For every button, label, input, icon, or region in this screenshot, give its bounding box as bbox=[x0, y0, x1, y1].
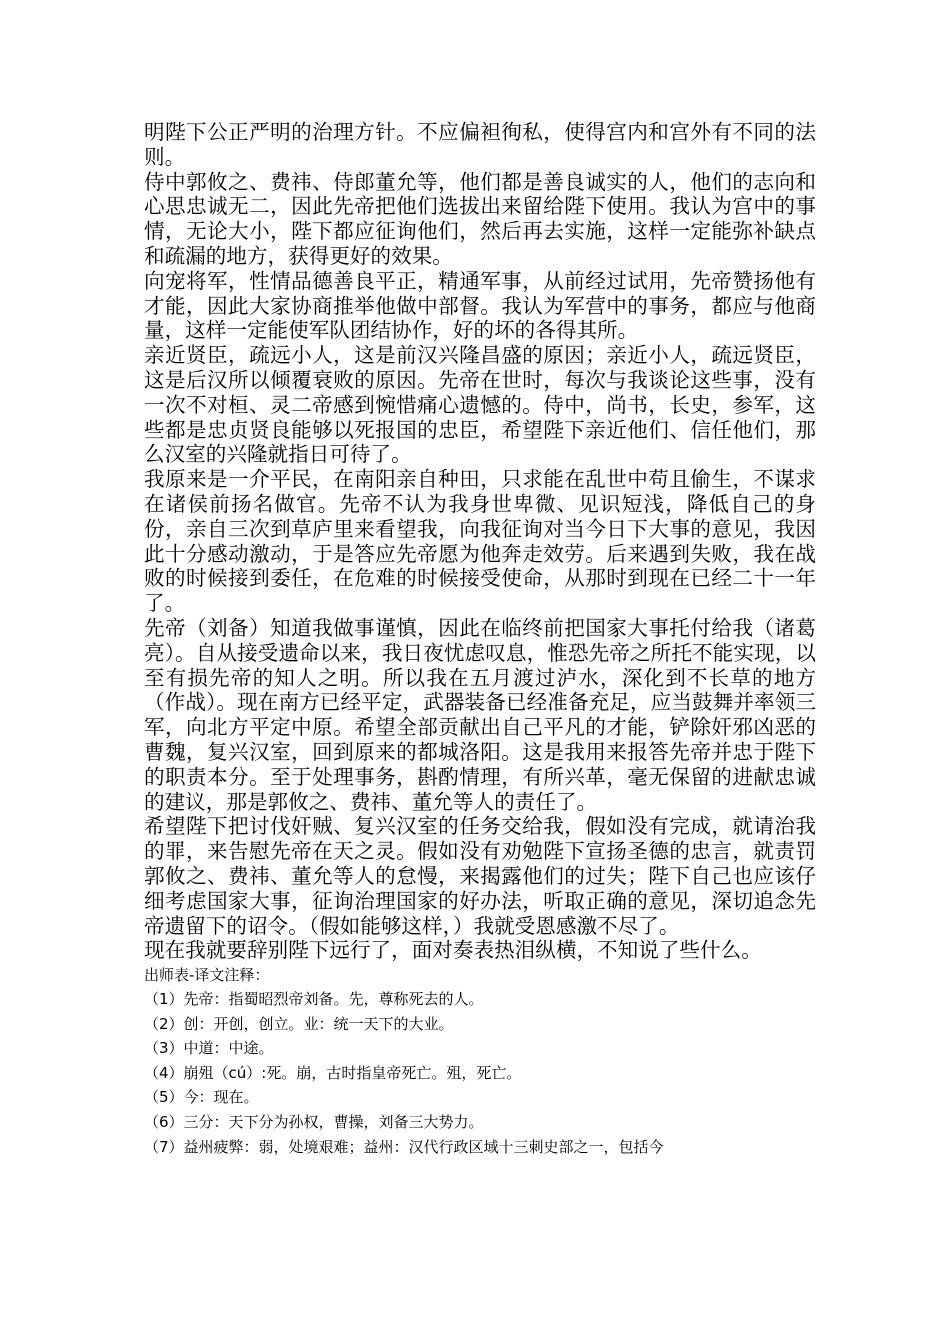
document-page bbox=[144, 120, 816, 1159]
note-item: （4）崩殂（cú）:死。崩，古时指皇帝死亡。殂，死亡。 bbox=[144, 1063, 522, 1082]
note-item: （1）先帝：指蜀昭烈帝刘备。先，尊称死去的人。 bbox=[144, 990, 484, 1009]
paragraph-humble-origins: 我原来是一介平民，在南阳亲自种田，只求能在乱世中苟且偷生，不谋求在诸侯前扬名做官。先帝不认为我身世卑微、见识短浅，降低自己的身份，亲自三次到草庐里来看望我，向我征询对当今日下大事的意见，我因此十分感动激动，于是答应先帝愿为他奔走效劳。后来遇到失败，我在战败的时候接到委任，在危难的时候接受使命，从那时到现在已经二十一年了。 bbox=[144, 467, 816, 616]
note-item: （5）今：现在。 bbox=[144, 1088, 259, 1107]
paragraph-court-officials: 侍中郭攸之、费祎、侍郎董允等，他们都是善良诚实的人，他们的志向和心思忠诚无二，因此先帝把他们选拔出来留给陛下使用。我认为宫中的事情，无论大小，陛下都应征询他们，然后再去实施，这样一定能弥补缺点和疏漏的地方，获得更好的效果。 bbox=[144, 169, 816, 268]
paragraph-hope-for-majesty: 希望陛下把讨伐奸贼、复兴汉室的任务交给我，假如没有完成，就请治我的罪，来告慰先帝在天之灵。假如没有劝勉陛下宣扬圣德的忠言，就责罚郭攸之、费祎、董允等人的怠慢，来揭露他们的过失；陛下自己也应该仔细考虑国家大事，征询治理国家的好办法，听取正确的意见，深切追念先帝遗留下的诏令。（假如能够这样，）我就受恩感激不尽了。 bbox=[144, 814, 816, 938]
note-item: （2）创：开创，创立。业：统一天下的大业。 bbox=[144, 1014, 454, 1033]
note-item: （6）三分：天下分为孙权，曹操，刘备三大势力。 bbox=[144, 1113, 484, 1132]
paragraph-virtuous-ministers: 亲近贤臣，疏远小人，这是前汉兴隆昌盛的原因；亲近小人，疏远贤臣，这是后汉所以倾覆衰败的原因。先帝在世时，每次与我谈论这些事，没有一次不对桓、灵二帝感到惋惜痛心遗憾的。侍中，尚书，长史，参军，这些都是忠贞贤良能够以死报国的忠臣，希望陛下亲近他们、信任他们，那么汉室的兴隆就指日可待了。 bbox=[144, 343, 816, 467]
paragraph-late-emperor-trust: 先帝（刘备）知道我做事谨慎，因此在临终前把国家大事托付给我（诸葛亮）。自从接受遗命以来，我日夜忧虑叹息，惟恐先帝之所托不能实现，以至有损先帝的知人之明。所以我在五月渡过泸水，深化到不长草的地方（作战）。现在南方已经平定，武器装备已经准备充足，应当鼓舞并率领三军，向北方平定中原。希望全部贡献出自己平凡的才能，铲除奸邪凶恶的曹魏，复兴汉室，回到原来的都城洛阳。这是我用来报答先帝并忠于陛下的职责本分。至于处理事务，斟酌情理，有所兴革，毫无保留的进献忠诚的建议，那是郭攸之、费祎、董允等人的责任了。 bbox=[144, 615, 816, 814]
paragraph-fairness: 明陛下公正严明的治理方针。不应偏袒徇私，使得宫内和宫外有不同的法则。 bbox=[144, 120, 816, 169]
note-item: （3）中道：中途。 bbox=[144, 1039, 274, 1058]
note-item: （7）益州疲弊：弱，处境艰难；益州：汉代行政区域十三刺史部之一，包括今 bbox=[144, 1137, 664, 1156]
paragraph-general-xiang-chong: 向宠将军，性情品德善良平正，精通军事，从前经过试用，先帝赞扬他有才能，因此大家协商推举他做中部督。我认为军营中的事务，都应与他商量，这样一定能使军队团结协作，好的坏的各得其所。 bbox=[144, 268, 816, 343]
paragraph-farewell: 现在我就要辞别陛下远行了，面对奏表热泪纵横，不知说了些什么。 bbox=[144, 938, 762, 963]
notes-title: 出师表-译文注释： bbox=[144, 966, 270, 985]
